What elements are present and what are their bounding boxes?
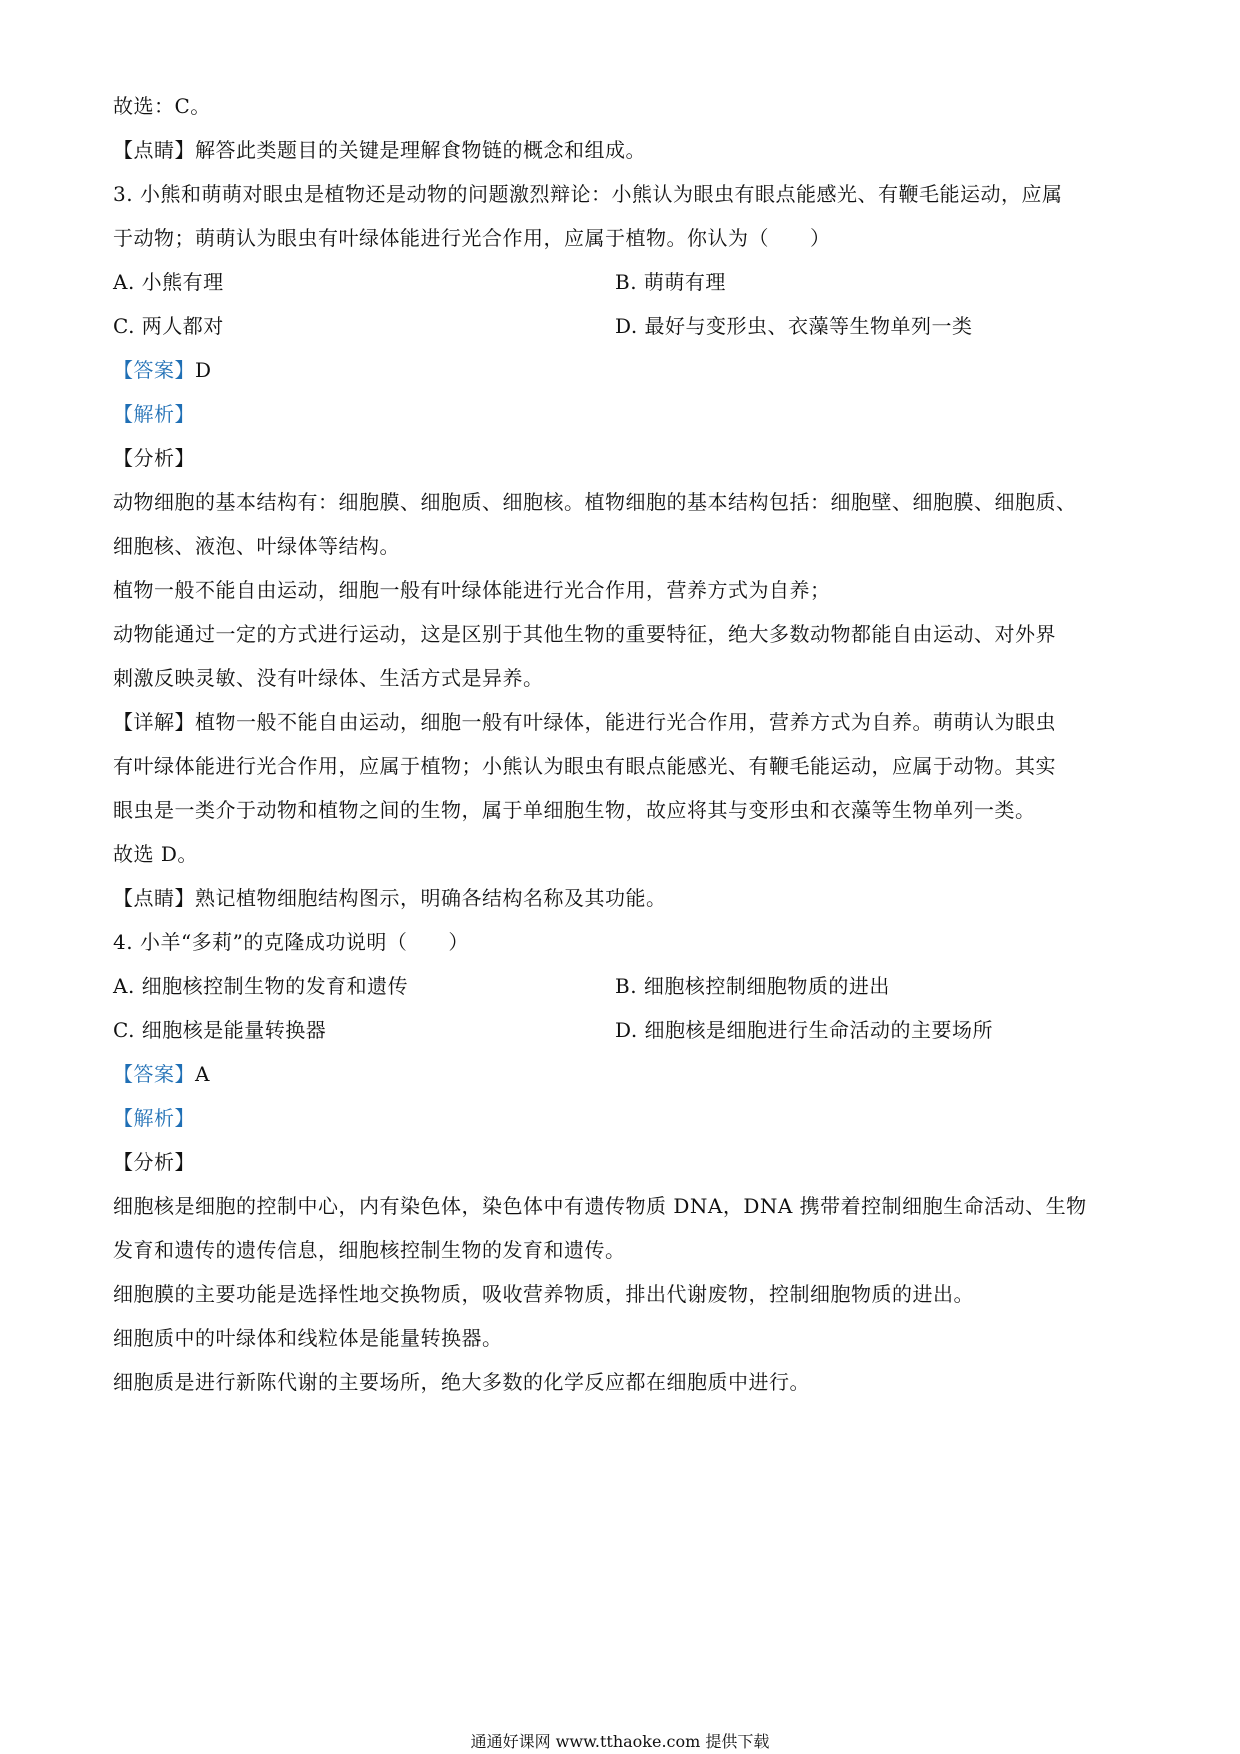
q3-stem: 3. 小熊和萌萌对眼虫是植物还是动物的问题激烈辩论：小熊认为眼虫有眼点能感光、有鞭毛能运动，应属 [113,182,1063,206]
q3-option-b: B. 萌萌有理 [615,270,726,294]
q3-fenxi-line: 刺激反映灵敏、没有叶绿体、生活方式是异养。 [113,666,544,690]
q3-analysis-tag: 【解析】 [113,402,195,426]
q4-fenxi-line: 细胞核是细胞的控制中心，内有染色体，染色体中有遗传物质 DNA，DNA 携带着控制细胞生命活动、生物 [113,1194,1087,1218]
q3-fenxi-line: 动物细胞的基本结构有：细胞膜、细胞质、细胞核。植物细胞的基本结构包括：细胞壁、细胞膜、细胞质、 [113,490,1077,514]
page-footer: 通通好课网 www.tthaoke.com 提供下载 [470,1732,770,1751]
q4-fenxi-line: 细胞质中的叶绿体和线粒体是能量转换器。 [113,1326,503,1350]
q4-fenxi-tag: 【分析】 [113,1150,195,1174]
q4-option-d: D. 细胞核是细胞进行生命活动的主要场所 [615,1018,994,1042]
q3-tip: 【点睛】熟记植物细胞结构图示，明确各结构名称及其功能。 [113,886,667,910]
q3-fenxi-line: 植物一般不能自由运动，细胞一般有叶绿体能进行光合作用，营养方式为自养； [113,578,831,602]
q4-fenxi-line: 细胞质是进行新陈代谢的主要场所，绝大多数的化学反应都在细胞质中进行。 [113,1370,810,1394]
q3-detail-line: 【详解】植物一般不能自由运动，细胞一般有叶绿体，能进行光合作用，营养方式为自养。萌萌认为眼虫 [113,710,1056,734]
q4-stem: 4. 小羊“多莉”的克隆成功说明（ ） [113,930,469,954]
intro-line: 故选：C。 [113,94,211,118]
q3-fenxi-line: 动物能通过一定的方式进行运动，这是区别于其他生物的重要特征，绝大多数动物都能自由运动、对外界 [113,622,1056,646]
q3-option-a: A. 小熊有理 [113,270,224,294]
q4-analysis-tag: 【解析】 [113,1106,195,1130]
q4-answer [113,1060,1133,1088]
answer-tag: 【答案】 [113,1062,195,1086]
q3-option-d: D. 最好与变形虫、衣藻等生物单列一类 [615,314,973,338]
q4-option-c: C. 细胞核是能量转换器 [113,1018,327,1042]
answer-value: A [195,1062,210,1086]
q4-fenxi-line: 发育和遗传的遗传信息，细胞核控制生物的发育和遗传。 [113,1238,626,1262]
q3-stem-cont: 于动物；萌萌认为眼虫有叶绿体能进行光合作用，应属于植物。你认为（ ） [113,226,831,250]
q3-detail-line: 眼虫是一类介于动物和植物之间的生物，属于单细胞生物，故应将其与变形虫和衣藻等生物单列一类。 [113,798,1036,822]
q4-fenxi-line: 细胞膜的主要功能是选择性地交换物质，吸收营养物质，排出代谢废物，控制细胞物质的进出。 [113,1282,974,1306]
q3-fenxi-line: 细胞核、液泡、叶绿体等结构。 [113,534,400,558]
answer-tag: 【答案】 [113,358,195,382]
q3-option-c: C. 两人都对 [113,314,224,338]
q3-fenxi-tag: 【分析】 [113,446,195,470]
q3-answer [113,356,1133,384]
intro-tip: 【点睛】解答此类题目的关键是理解食物链的概念和组成。 [113,138,646,162]
q3-conclusion: 故选 D。 [113,842,198,866]
q3-detail-line: 有叶绿体能进行光合作用，应属于植物；小熊认为眼虫有眼点能感光、有鞭毛能运动，应属于动物。其实 [113,754,1056,778]
q4-option-b: B. 细胞核控制细胞物质的进出 [615,974,890,998]
q4-option-a: A. 细胞核控制生物的发育和遗传 [113,974,409,998]
answer-value: D [195,358,212,382]
